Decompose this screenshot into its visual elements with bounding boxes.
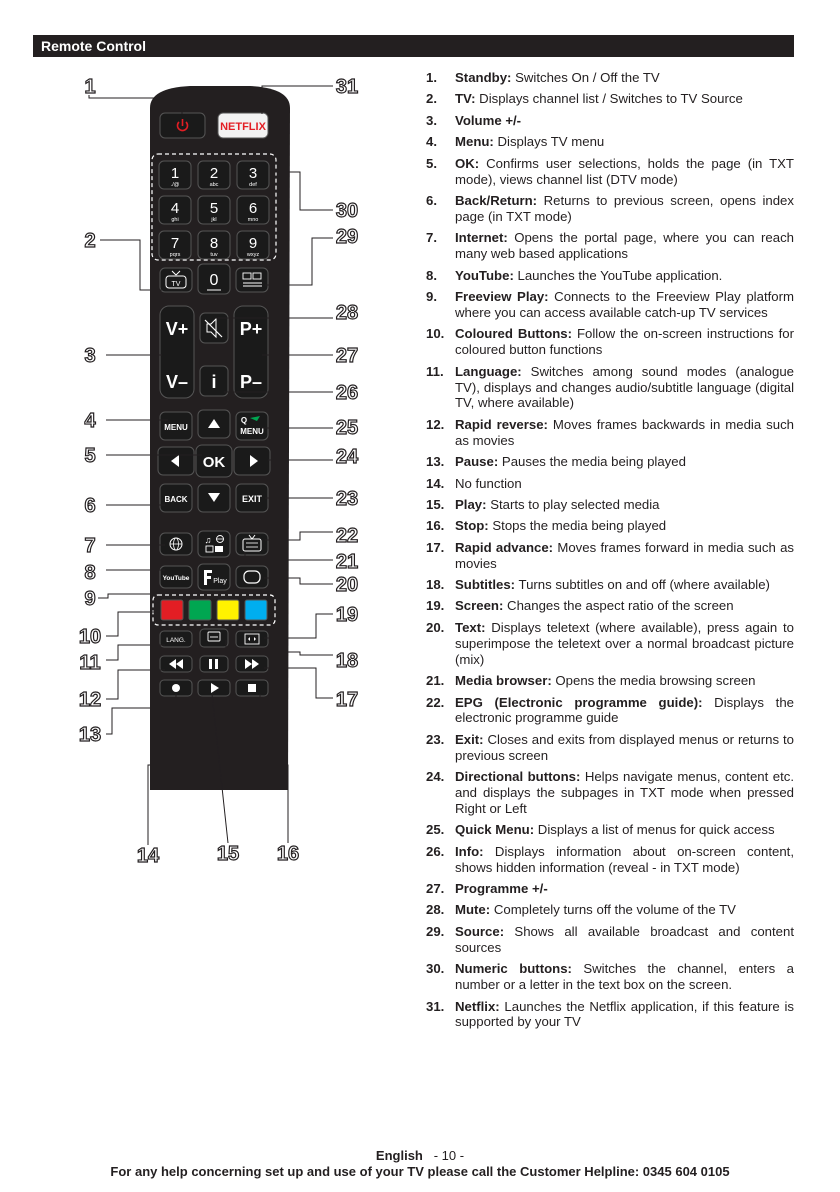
callout-30: 30 <box>335 200 359 222</box>
legend-term: Volume +/- <box>455 112 522 128</box>
epg-button[interactable] <box>236 533 268 555</box>
callout-31: 31 <box>335 76 359 98</box>
legend-term: Netflix: <box>455 998 500 1014</box>
legend-item <box>426 156 794 188</box>
legend-description: Confirms user selections, holds the page (in TXT mode), views channel list (DTV mode) <box>455 155 794 187</box>
legend-description: Closes and exits from displayed menus or returns to previous screen <box>455 731 794 763</box>
legend-term: Rapid reverse: <box>455 416 548 432</box>
legend-description: Returns to previous screen, opens index page (in TXT mode) <box>455 192 794 224</box>
legend-item <box>426 364 794 412</box>
legend-description: Connects to the Freeview Play platform where you can access available catch-up TV services <box>455 288 794 320</box>
source-button[interactable] <box>236 268 268 292</box>
back-label: BACK <box>164 495 188 504</box>
callout-29: 29 <box>335 226 359 248</box>
red-button[interactable] <box>161 600 183 620</box>
legend-number: 6. <box>426 192 437 208</box>
legend-number: 17. <box>426 539 445 555</box>
legend-number: 11. <box>426 363 444 379</box>
legend-number: 7. <box>426 230 437 246</box>
legend-description: Stops the media being played <box>488 518 667 534</box>
legend-description: Completely turns off the volume of the TV <box>490 902 736 918</box>
legend-description: Launches the YouTube application. <box>513 267 723 283</box>
legend-item <box>426 844 794 876</box>
legend-item <box>426 134 794 150</box>
digit-8-letters: tuv <box>210 252 218 258</box>
legend-item <box>426 91 794 107</box>
exit-label: EXIT <box>241 494 263 504</box>
callout-11: 11 <box>79 652 101 674</box>
stop-icon <box>248 684 256 692</box>
legend-description: Turns subtitles on and off (where available) <box>515 577 770 593</box>
digit-2-letters: abc <box>209 182 219 188</box>
legend-item <box>426 518 794 534</box>
freeview-play-label: Play <box>213 578 227 585</box>
programme-down-label: P– <box>239 372 263 392</box>
legend-item <box>426 540 794 572</box>
legend-number: 5. <box>426 155 437 171</box>
legend-number: 3. <box>426 112 437 128</box>
legend-term: Exit: <box>455 731 484 747</box>
footer-helpline: For any help concerning set up and use of your TV please call the Customer Helpline: 0345 604 0105 <box>110 1164 730 1179</box>
digit-4-letters: ghi <box>171 217 179 223</box>
callout-19: 19 <box>335 604 359 626</box>
legend-number: 8. <box>426 267 437 283</box>
legend-term: Info: <box>455 843 484 859</box>
legend-term: Back/Return: <box>455 192 538 208</box>
legend-description: Helps navigate menus, content etc. and displays the subpages in TXT mode when pressed Right or Left <box>455 769 794 816</box>
legend-number: 14. <box>426 475 445 491</box>
legend-description: Pauses the media being played <box>498 454 686 470</box>
digit-9-letters: wxyz <box>246 252 260 258</box>
legend-description: Opens the portal page, where you can reach many web based applications <box>455 230 794 262</box>
legend-item <box>426 326 794 358</box>
callout-20: 20 <box>335 574 359 596</box>
legend-item <box>426 924 794 956</box>
legend-description: Opens the media browsing screen <box>551 673 756 689</box>
callout-10: 10 <box>78 626 102 648</box>
legend-number: 20. <box>426 619 445 635</box>
numeric-keypad <box>159 161 269 259</box>
volume-down-label: V– <box>165 372 189 392</box>
legend-term: Standby: <box>455 70 512 85</box>
callout-28: 28 <box>335 302 359 324</box>
legend-item <box>426 769 794 817</box>
button-legend <box>426 70 794 1036</box>
legend-term: Quick Menu: <box>455 822 535 838</box>
legend-number: 21. <box>426 673 445 689</box>
callout-24: 24 <box>335 446 359 468</box>
legend-item <box>426 454 794 470</box>
callout-17: 17 <box>335 689 359 711</box>
legend-item <box>426 695 794 727</box>
legend-term: Pause: <box>455 454 499 470</box>
legend-description: Moves frames backwards in media such as movies <box>455 416 794 448</box>
language-label: LANG. <box>166 637 186 644</box>
digit-6-label: 6 <box>248 200 258 217</box>
pause-button[interactable] <box>200 656 228 672</box>
legend-term: Rapid advance: <box>455 539 554 555</box>
callout-4: 4 <box>84 410 96 432</box>
callout-5: 5 <box>84 445 96 467</box>
callout-9: 9 <box>84 588 96 610</box>
quick-menu-q-label: Q <box>240 416 248 425</box>
legend-number: 26. <box>426 843 445 859</box>
legend-item <box>426 577 794 593</box>
legend-number: 1. <box>426 70 437 85</box>
legend-item <box>426 673 794 689</box>
footer-page-line <box>0 1148 840 1163</box>
tv-label: TV <box>171 281 181 288</box>
legend-description: No function <box>455 475 522 491</box>
screen-button[interactable] <box>236 631 268 647</box>
digit-6-letters: mno <box>247 217 259 223</box>
legend-term: Mute: <box>455 902 491 918</box>
legend-description: Displays teletext (where available), press again to superimpose the teletext over a normal broadcast picture (mix) <box>455 619 794 667</box>
legend-item <box>426 70 794 86</box>
legend-term: YouTube: <box>455 267 514 283</box>
callout-7: 7 <box>84 535 96 557</box>
menu-label: MENU <box>164 423 188 432</box>
digit-2-label: 2 <box>209 165 219 182</box>
callout-2: 2 <box>84 230 96 252</box>
legend-item <box>426 961 794 993</box>
legend-number: 23. <box>426 731 445 747</box>
legend-number: 2. <box>426 91 437 107</box>
legend-description: Shows all available broadcast and content sources <box>455 923 794 955</box>
legend-term: Screen: <box>455 598 504 614</box>
legend-term: Stop: <box>455 518 489 534</box>
legend-description: Switches On / Off the TV <box>511 70 660 85</box>
legend-description: Displays information about on-screen content, shows hidden information (reveal - in TXT mode) <box>455 843 794 875</box>
legend-number: 25. <box>426 822 445 838</box>
callout-23: 23 <box>335 488 359 510</box>
legend-number: 4. <box>426 134 437 150</box>
callout-3: 3 <box>84 345 96 367</box>
legend-description: Switches among sound modes (analogue TV), displays and changes audio/subtitle language (digital TV, where available) <box>455 363 794 411</box>
callout-8: 8 <box>84 562 96 584</box>
legend-item <box>426 732 794 764</box>
record-icon <box>172 684 180 692</box>
remote-control-illustration <box>75 68 375 868</box>
info-label: i <box>211 372 217 392</box>
legend-item <box>426 289 794 321</box>
legend-item <box>426 497 794 513</box>
legend-description: Displays TV menu <box>493 134 605 150</box>
legend-item <box>426 230 794 262</box>
youtube-logo: YouTube <box>162 575 190 582</box>
legend-description: Starts to play selected media <box>486 496 660 512</box>
legend-term: Language: <box>455 363 522 379</box>
legend-term: EPG (Electronic programme guide): <box>455 694 703 710</box>
legend-number: 9. <box>426 288 437 304</box>
legend-term: Programme +/- <box>455 881 548 897</box>
legend-item <box>426 999 794 1031</box>
callout-26: 26 <box>335 382 359 404</box>
legend-description: Displays a list of menus for quick access <box>534 822 775 838</box>
legend-item <box>426 193 794 225</box>
callout-25: 25 <box>335 417 359 439</box>
legend-description: Launches the Netflix application, if this feature is supported by your TV <box>455 998 794 1030</box>
legend-item <box>426 902 794 918</box>
legend-term: Menu: <box>455 134 494 150</box>
svg-text:♫: ♫ <box>204 535 212 545</box>
legend-number: 31. <box>426 998 445 1014</box>
legend-term: Directional buttons: <box>455 769 581 785</box>
callout-1: 1 <box>84 76 96 98</box>
page-number: - 10 - <box>433 1148 465 1163</box>
legend-item <box>426 476 794 492</box>
legend-description: Changes the aspect ratio of the screen <box>503 598 734 614</box>
green-button[interactable] <box>189 600 211 620</box>
legend-number: 22. <box>426 694 445 710</box>
legend-item <box>426 881 794 897</box>
legend-item <box>426 620 794 668</box>
legend-number: 30. <box>426 961 445 977</box>
digit-7-letters: pqrs <box>169 252 181 258</box>
legend-number: 10. <box>426 326 445 342</box>
digit-1-letters: ./@ <box>170 182 180 188</box>
netflix-logo: NETFLIX <box>220 121 266 133</box>
callout-6: 6 <box>84 495 96 517</box>
section-header <box>33 35 794 57</box>
volume-up-label: V+ <box>165 319 189 339</box>
legend-term: Numeric buttons: <box>455 961 572 977</box>
legend-number: 29. <box>426 923 445 939</box>
legend-item <box>426 268 794 284</box>
legend-term: Source: <box>455 923 505 939</box>
ok-label: OK <box>202 454 226 471</box>
digit-1-label: 1 <box>170 165 180 182</box>
callout-18: 18 <box>335 650 359 672</box>
callout-22: 22 <box>335 525 359 547</box>
digit-8-label: 8 <box>209 235 219 252</box>
callout-15: 15 <box>216 843 240 865</box>
legend-description: Displays channel list / Switches to TV Source <box>475 91 743 107</box>
text-button[interactable] <box>236 566 268 588</box>
legend-term: TV: <box>455 91 476 107</box>
legend-item <box>426 822 794 838</box>
legend-term: OK: <box>455 155 480 171</box>
callout-27: 27 <box>335 345 359 367</box>
programme-up-label: P+ <box>239 319 263 339</box>
legend-number: 16. <box>426 518 445 534</box>
digit-7-label: 7 <box>170 235 180 252</box>
yellow-button[interactable] <box>217 600 239 620</box>
legend-term: Media browser: <box>455 673 552 689</box>
footer-language: English <box>375 1148 423 1163</box>
blue-button[interactable] <box>245 600 267 620</box>
legend-number: 15. <box>426 496 445 512</box>
freeview-play-button[interactable] <box>198 564 230 590</box>
digit-5-label: 5 <box>209 200 219 217</box>
quick-menu-label: MENU <box>240 427 264 436</box>
digit-3-label: 3 <box>248 165 258 182</box>
section-title: Remote Control <box>41 38 146 54</box>
legend-term: Subtitles: <box>455 577 516 593</box>
callout-21: 21 <box>335 551 359 573</box>
legend-number: 12. <box>426 416 445 432</box>
legend-number: 28. <box>426 902 445 918</box>
legend-term: Internet: <box>455 230 508 246</box>
legend-term: Coloured Buttons: <box>455 326 573 342</box>
legend-item <box>426 113 794 129</box>
legend-number: 18. <box>426 577 445 593</box>
digit-5-letters: jkl <box>211 217 217 223</box>
legend-number: 24. <box>426 769 445 785</box>
legend-term: Text: <box>455 619 486 635</box>
legend-number: 13. <box>426 454 445 470</box>
legend-item <box>426 417 794 449</box>
media-browser-button[interactable] <box>198 531 230 557</box>
callout-12: 12 <box>78 689 102 711</box>
callout-14: 14 <box>136 845 160 867</box>
legend-number: 19. <box>426 598 445 614</box>
legend-description: Follow the on-screen instructions for coloured button functions <box>455 326 794 358</box>
callout-16: 16 <box>276 843 300 865</box>
digit-4-label: 4 <box>170 200 180 217</box>
legend-number: 27. <box>426 881 445 897</box>
callout-13: 13 <box>78 724 102 746</box>
legend-term: Freeview Play: <box>455 288 549 304</box>
digit-9-label: 9 <box>248 235 258 252</box>
legend-description: Switches the channel, enters a number or a letter in the text box on the screen. <box>455 961 794 993</box>
legend-term: Play: <box>455 496 487 512</box>
legend-item <box>426 598 794 614</box>
legend-description: Moves frames forward in media such as movies <box>455 539 794 571</box>
digit-0-label: 0 <box>209 272 219 289</box>
digit-3-letters: def <box>249 182 257 188</box>
legend-description: Displays the electronic programme guide <box>455 694 794 726</box>
